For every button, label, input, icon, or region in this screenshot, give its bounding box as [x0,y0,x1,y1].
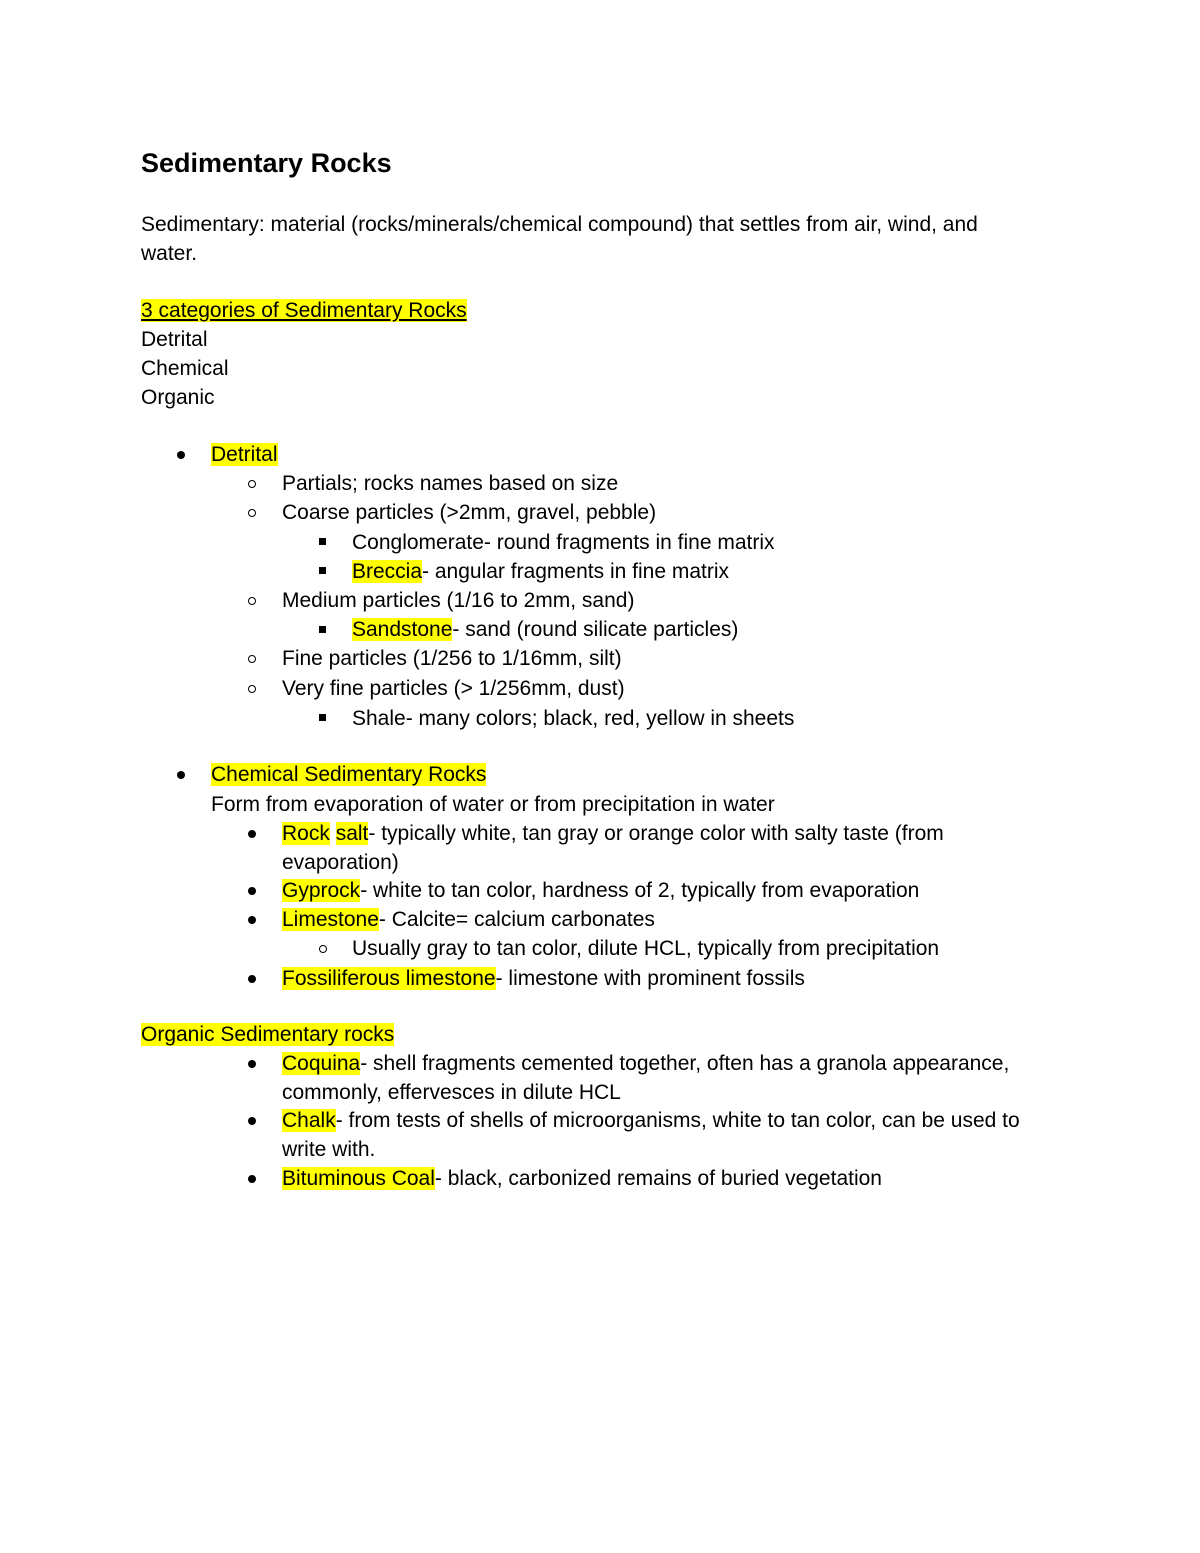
category-item: Detrital [141,328,208,351]
organic-heading [141,1020,394,1049]
definition-line-1: Sedimentary: material (rocks/minerals/chemical compound) that settles from air, wind, and [141,213,978,236]
circle-bullet-icon [248,685,256,693]
bullet-icon [177,451,185,459]
chemical-limestone-sub: Usually gray to tan color, dilute HCL, typically from precipitation [352,937,940,960]
square-bullet-icon [319,538,326,545]
detrital-conglomerate: Conglomerate- round fragments in fine matrix [352,531,775,554]
detrital-shale: Shale- many colors; black, red, yellow in sheets [352,707,795,730]
categories-heading-text: 3 categories of Sedimentary Rocks [141,299,467,322]
fossiliferous-desc: - limestone with prominent fossils [495,967,805,990]
chemical-heading [211,760,486,789]
chemical-intro: Form from evaporation of water or from precipitation in water [211,793,775,816]
coquina-term: Coquina [282,1052,361,1075]
detrital-sandstone [352,615,738,644]
detrital-coarse: Coarse particles (>2mm, gravel, pebble) [282,501,657,524]
coal-desc: - black, carbonized remains of buried vegetation [434,1167,882,1190]
circle-bullet-icon [248,655,256,663]
organic-coquina-cont: commonly, effervesces in dilute HCL [282,1081,621,1104]
bullet-icon [248,1175,256,1183]
categories-heading [141,296,467,325]
chalk-term: Chalk [282,1109,336,1132]
rock-term: Rock [282,822,330,845]
chemical-fossiliferous [282,964,805,993]
chemical-limestone [282,905,655,934]
gyprock-desc: - white to tan color, hardness of 2, typically from evaporation [360,879,920,902]
square-bullet-icon [319,714,326,721]
fossiliferous-term: Fossiliferous limestone [282,967,496,990]
detrital-very-fine: Very fine particles (> 1/256mm, dust) [282,677,625,700]
definition-line-2: water. [141,242,198,265]
circle-bullet-icon [248,480,256,488]
organic-chalk-cont: write with. [282,1138,376,1161]
category-item: Organic [141,386,215,409]
bullet-icon [248,887,256,895]
bullet-icon [248,975,256,983]
detrital-partials: Partials; rocks names based on size [282,472,619,495]
detrital-heading [211,440,278,469]
chemical-rock-salt [282,819,944,848]
limestone-term: Limestone [282,908,379,931]
organic-chalk [282,1106,1020,1135]
detrital-fine: Fine particles (1/256 to 1/16mm, silt) [282,647,622,670]
circle-bullet-icon [319,945,327,953]
chemical-rock-salt-cont: evaporation) [282,851,399,874]
bullet-icon [177,771,185,779]
bullet-icon [248,1117,256,1125]
bullet-icon [248,1060,256,1068]
chemical-heading-text: Chemical Sedimentary Rocks [211,763,487,786]
detrital-breccia [352,557,729,586]
organic-coquina [282,1049,1009,1078]
bullet-icon [248,916,256,924]
sandstone-term: Sandstone [352,618,453,641]
coquina-desc: - shell fragments cemented together, often has a granola appearance, [360,1052,1010,1075]
breccia-term: Breccia [352,560,423,583]
coal-term: Bituminous Coal [282,1167,435,1190]
salt-term: salt [335,822,369,845]
gyprock-term: Gyprock [282,879,361,902]
rock-salt-desc: - typically white, tan gray or orange color with salty taste (from [368,822,944,845]
page-title: Sedimentary Rocks [141,148,392,178]
organic-coal [282,1164,882,1193]
category-item: Chemical [141,357,229,380]
sandstone-desc: - sand (round silicate particles) [452,618,739,641]
circle-bullet-icon [248,509,256,517]
chalk-desc: - from tests of shells of microorganisms, white to tan color, can be used to [335,1109,1020,1132]
circle-bullet-icon [248,597,256,605]
detrital-heading-text: Detrital [211,443,278,466]
breccia-desc: - angular fragments in fine matrix [422,560,729,583]
detrital-medium: Medium particles (1/16 to 2mm, sand) [282,589,635,612]
square-bullet-icon [319,567,326,574]
limestone-desc: - Calcite= calcium carbonates [378,908,655,931]
square-bullet-icon [319,626,326,633]
organic-heading-text: Organic Sedimentary rocks [141,1023,395,1046]
bullet-icon [248,830,256,838]
chemical-gyprock [282,876,919,905]
